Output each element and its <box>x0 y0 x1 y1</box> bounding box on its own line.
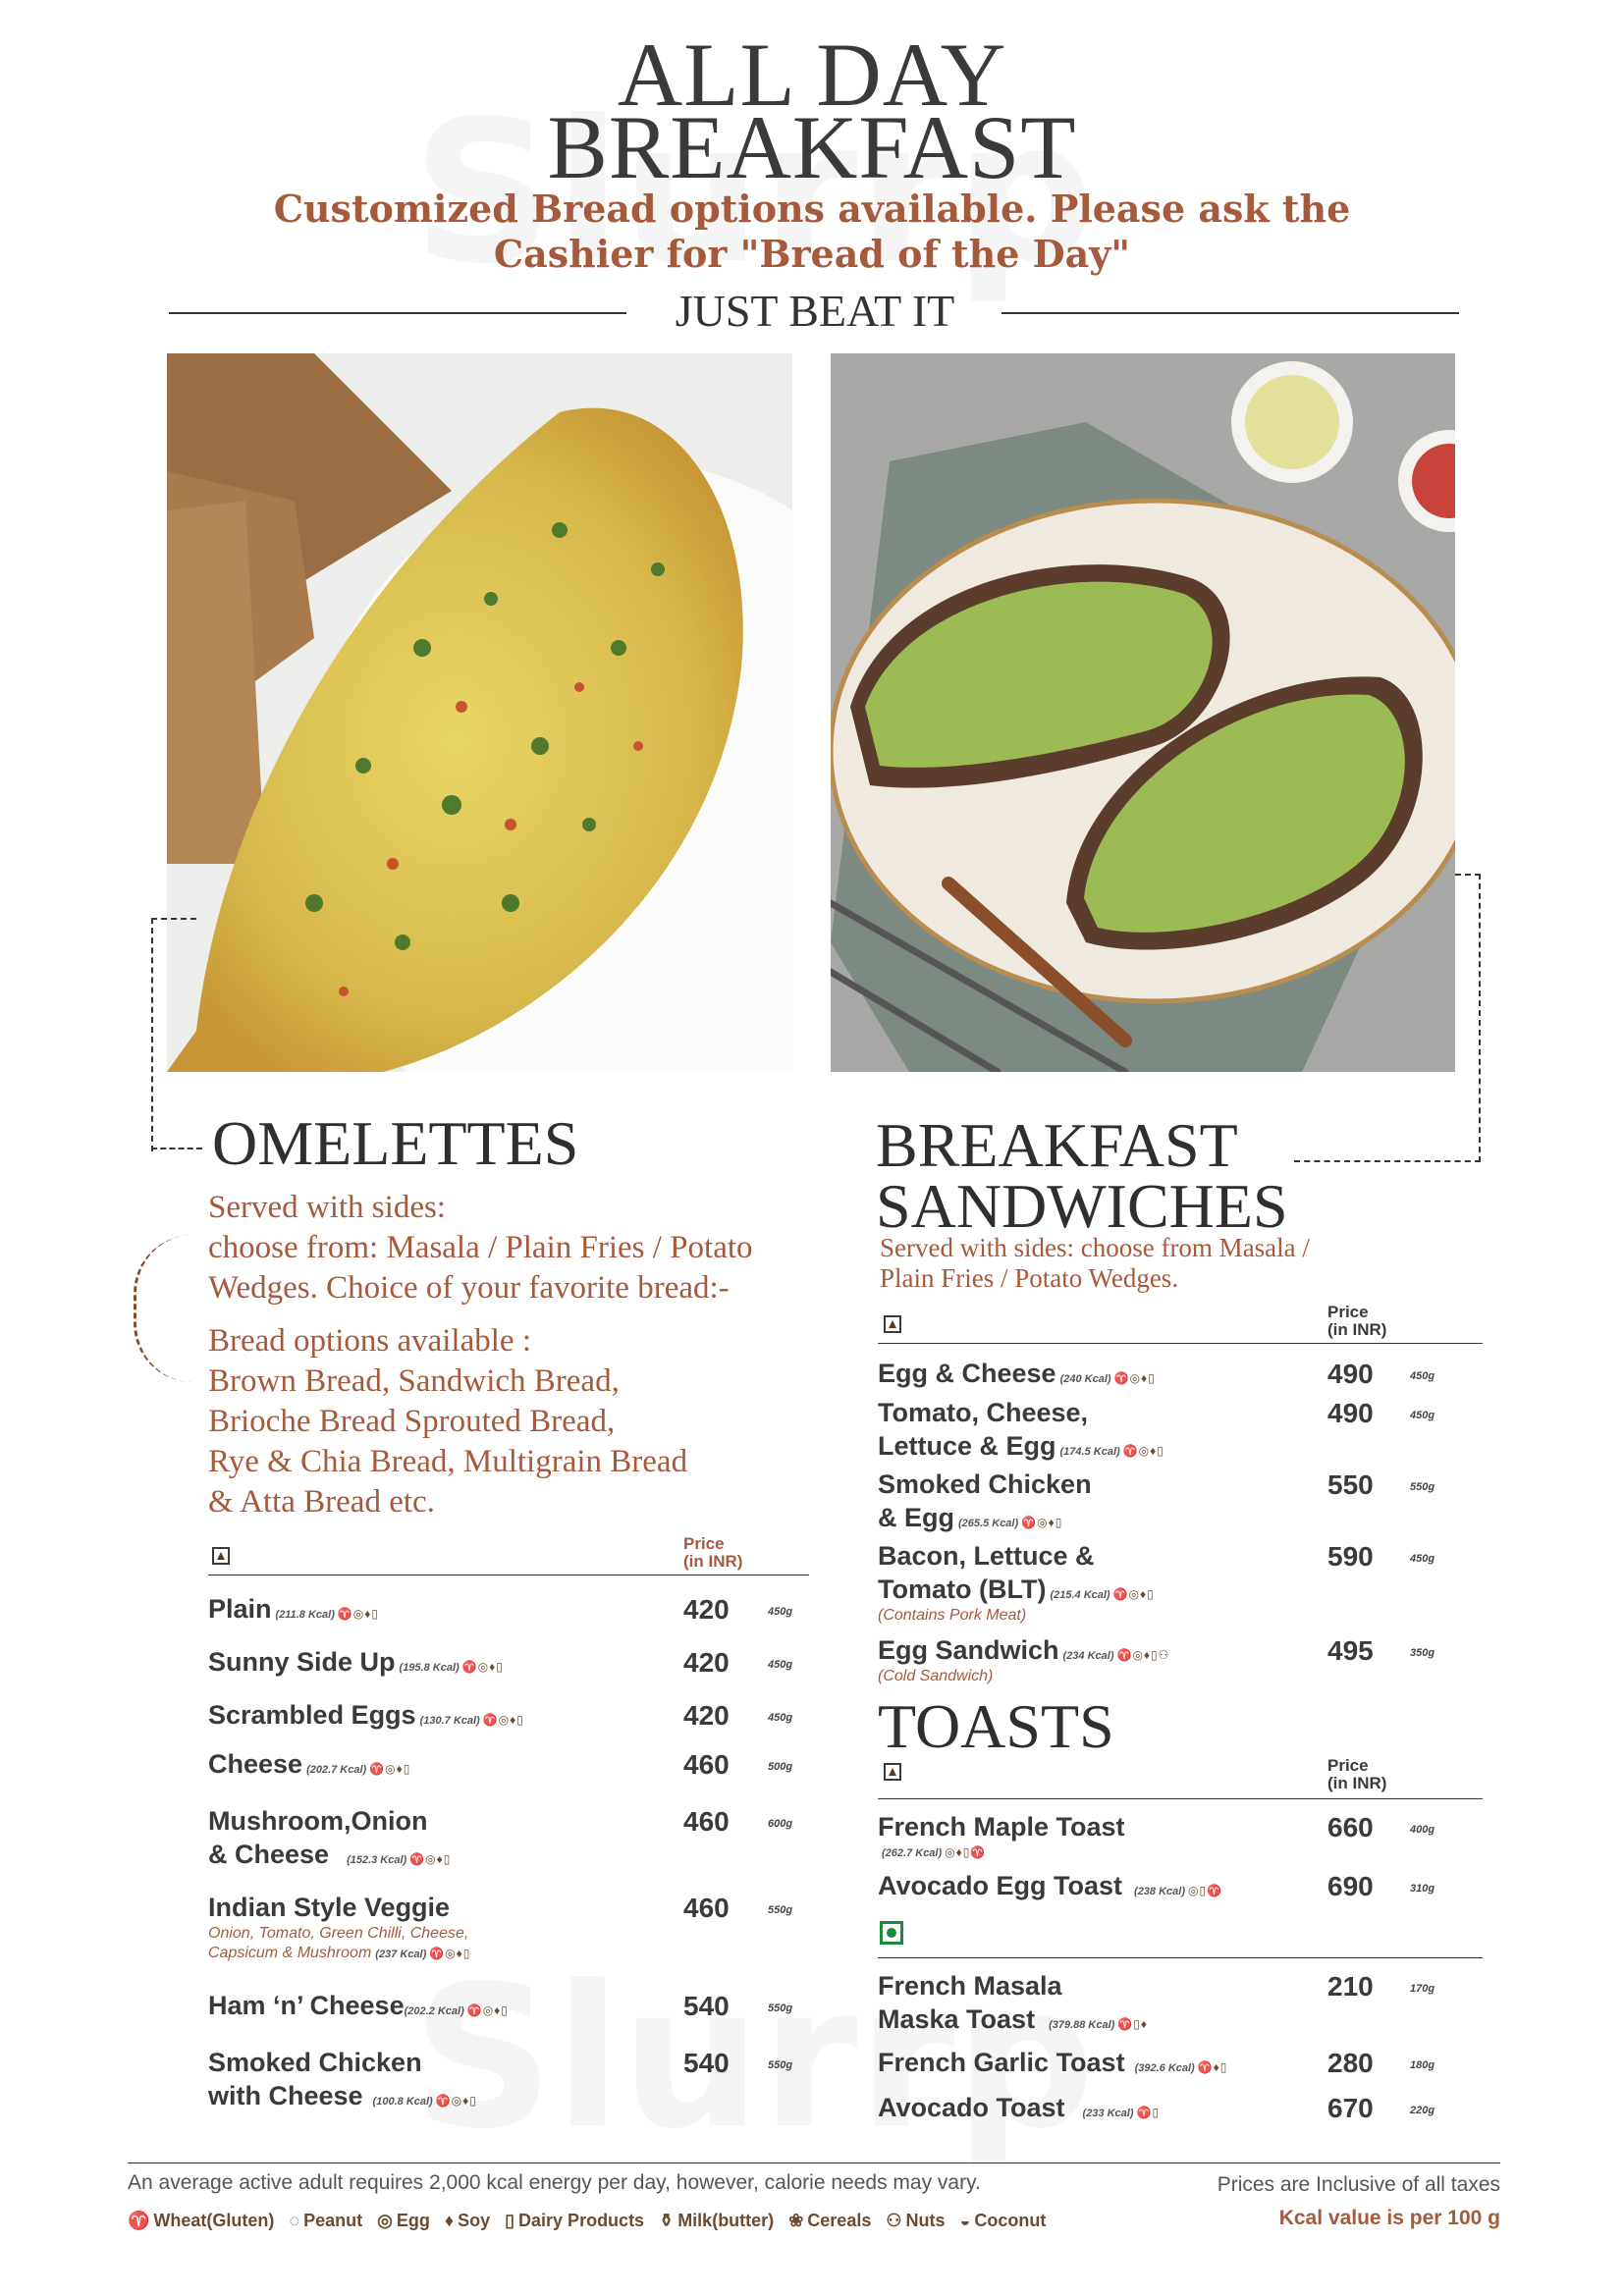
legend-label: Peanut <box>303 2211 363 2230</box>
table-row <box>208 2046 817 2112</box>
item-name: Tomato, Cheese, <box>878 1398 1089 1427</box>
table-row <box>878 1633 1487 1686</box>
nonveg-icon <box>884 1315 901 1333</box>
table-row <box>208 1592 817 1626</box>
page-title-line2: BREAKFAST <box>547 97 1077 197</box>
table-row <box>208 1747 817 1781</box>
item-weight: 450g <box>1410 1410 1435 1421</box>
allergen-icons: ♈◎♦▯ <box>337 1607 379 1621</box>
item-weight: 550g <box>1410 1481 1435 1493</box>
milk-icon: ⚱ <box>659 2211 675 2230</box>
item-price: 280 <box>1327 2048 1374 2078</box>
bread-options-line: Brioche Bread Sprouted Bread, <box>208 1404 616 1439</box>
item-price: 490 <box>1327 1398 1374 1428</box>
item-name-line2: with Cheese <box>208 2081 363 2110</box>
item-subtext: Capsicum & Mushroom <box>208 1945 372 1961</box>
item-name: Indian Style Veggie <box>208 1893 451 1922</box>
toasts-header-rule <box>878 1798 1483 1799</box>
item-kcal: (100.8 Kcal) <box>372 2096 433 2108</box>
sandwiches-title <box>876 1110 1288 1241</box>
item-price: 590 <box>1327 1541 1374 1572</box>
table-row <box>878 1468 1487 1534</box>
item-weight: 450g <box>768 1606 793 1618</box>
item-price: 460 <box>683 1749 730 1780</box>
item-price: 690 <box>1327 1871 1374 1901</box>
allergen-icons: ♈◎♦▯ <box>435 2094 477 2108</box>
item-kcal: (392.6 Kcal) <box>1134 2062 1195 2074</box>
allergen-icons: ♈▯ <box>1136 2106 1161 2119</box>
item-name: Scrambled Eggs <box>208 1700 416 1730</box>
nonveg-icon <box>884 1763 901 1781</box>
item-name: Smoked Chicken <box>878 1469 1092 1499</box>
item-subtext: (Contains Pork Meat) <box>878 1607 1027 1624</box>
item-price: 495 <box>1327 1635 1374 1666</box>
soy-icon: ♦ <box>444 2211 455 2230</box>
item-weight: 220g <box>1410 2105 1435 2116</box>
legend-label: Cereals <box>807 2211 872 2230</box>
dashed-frame-left-bottom <box>151 1148 202 1149</box>
item-name-line2: & Egg <box>878 1503 954 1532</box>
table-row <box>878 1969 1487 2036</box>
item-name: Mushroom,Onion <box>208 1806 428 1836</box>
item-kcal: (379.88 Kcal) <box>1049 2019 1115 2031</box>
table-row <box>878 1810 1487 1861</box>
allergen-legend <box>128 2211 1046 2231</box>
item-kcal: (130.7 Kcal) <box>419 1715 480 1727</box>
allergen-icons: ◎▯♈ <box>1188 1884 1223 1897</box>
toasts-title: TOASTS <box>878 1691 1114 1761</box>
item-name: Avocado Egg Toast <box>878 1871 1123 1900</box>
omelettes-title: OMELETTES <box>212 1108 579 1178</box>
sandwiches-desc-line: Served with sides: choose from Masala / <box>880 1233 1310 1262</box>
energy-note: An average active adult requires 2,000 kcal energy per day, however, calorie needs may vary. <box>128 2171 981 2194</box>
dashed-frame-right <box>1455 874 1481 1162</box>
item-name: Egg Sandwich <box>878 1635 1059 1665</box>
item-name: Sunny Side Up <box>208 1647 396 1677</box>
bread-options-line: & Atta Bread etc. <box>208 1484 435 1520</box>
dairy-icon: ▯ <box>505 2211 515 2230</box>
table-row <box>208 1804 817 1871</box>
item-weight: 350g <box>1410 1647 1435 1659</box>
sandwiches-title-line: BREAKFAST <box>876 1110 1238 1180</box>
legend-label: Dairy Products <box>518 2211 645 2230</box>
item-price: 420 <box>683 1647 730 1678</box>
table-row <box>208 1698 817 1732</box>
item-kcal: (238 Kcal) <box>1134 1886 1186 1897</box>
item-name: French Maple Toast <box>878 1812 1125 1842</box>
item-price: 420 <box>683 1594 730 1625</box>
item-weight: 450g <box>1410 1370 1435 1382</box>
omelette-photo <box>167 353 792 1072</box>
item-name: Egg & Cheese <box>878 1359 1056 1388</box>
legend-label: Egg <box>396 2211 430 2230</box>
item-price: 460 <box>683 1806 730 1837</box>
allergen-icons: ♈♦▯ <box>1197 2060 1228 2074</box>
allergen-icons: ♈◎♦▯ <box>466 2003 509 2017</box>
cereals-icon: ❀ <box>788 2211 804 2230</box>
item-name: French Masala <box>878 1971 1062 2001</box>
nonveg-icon <box>212 1547 230 1565</box>
item-kcal: (211.8 Kcal) <box>275 1609 335 1621</box>
allergen-icons: ♈◎♦▯ <box>429 1947 471 1960</box>
item-name: Avocado Toast <box>878 2093 1065 2122</box>
bread-options-line: Brown Bread, Sandwich Bread, <box>208 1363 620 1399</box>
item-weight: 310g <box>1410 1883 1435 1895</box>
omelettes-price-header <box>683 1535 742 1571</box>
table-row <box>878 1396 1487 1463</box>
price-header-line: (in INR) <box>1327 1320 1387 1339</box>
item-name: Bacon, Lettuce & <box>878 1541 1095 1571</box>
legend-label: Wheat(Gluten) <box>153 2211 275 2230</box>
item-weight: 400g <box>1410 1824 1435 1836</box>
item-price: 540 <box>683 1991 730 2021</box>
item-price: 490 <box>1327 1359 1374 1389</box>
allergen-icons: ♈◎♦▯ <box>369 1762 411 1776</box>
dashed-curve <box>134 1235 195 1382</box>
table-row <box>878 1539 1487 1626</box>
veg-icon <box>880 1921 903 1945</box>
egg-icon: ◎ <box>377 2211 393 2230</box>
kcal-note: Kcal value is per 100 g <box>1278 2207 1500 2229</box>
item-weight: 550g <box>768 2002 793 2014</box>
divider-right <box>1001 312 1459 314</box>
item-kcal: (202.7 Kcal) <box>306 1764 367 1776</box>
legend-label: Coconut <box>974 2211 1047 2230</box>
allergen-icons: ♈◎♦▯ <box>1112 1587 1155 1601</box>
item-weight: 180g <box>1410 2059 1435 2071</box>
allergen-icons: ♈▯♦ <box>1117 2017 1148 2031</box>
price-header-line: Price <box>683 1534 725 1553</box>
nuts-icon: ⚇ <box>886 2211 902 2230</box>
wheat-icon: ♈ <box>128 2211 150 2230</box>
price-header-line: (in INR) <box>683 1552 743 1571</box>
item-price: 420 <box>683 1700 730 1731</box>
legend-label: Milk(butter) <box>677 2211 775 2230</box>
allergen-icons: ◎♦▯♈ <box>945 1845 987 1859</box>
item-price: 660 <box>1327 1812 1374 1842</box>
allergen-icons: ♈◎♦▯ <box>409 1852 452 1866</box>
bread-options <box>208 1321 687 1522</box>
item-kcal: (234 Kcal) <box>1062 1650 1114 1662</box>
item-subtext: Onion, Tomato, Green Chilli, Cheese, <box>208 1925 469 1942</box>
bread-note-line2: Cashier for "Bread of the Day" <box>493 232 1131 276</box>
item-name: Ham ‘n’ Cheese <box>208 1991 405 2020</box>
item-kcal: (240 Kcal) <box>1059 1373 1111 1385</box>
item-kcal: (195.8 Kcal) <box>399 1662 460 1674</box>
item-price: 460 <box>683 1893 730 1923</box>
table-row <box>208 1891 817 1963</box>
item-weight: 550g <box>768 2059 793 2071</box>
dashed-frame-right-bottom <box>1294 1160 1481 1162</box>
taxes-note: Prices are Inclusive of all taxes <box>1217 2173 1500 2196</box>
price-header-line: Price <box>1327 1303 1369 1321</box>
allergen-icons: ♈◎♦▯⚇ <box>1116 1648 1170 1662</box>
item-weight: 450g <box>1410 1553 1435 1565</box>
item-name: Smoked Chicken <box>208 2048 422 2077</box>
item-name-line2: & Cheese <box>208 1840 330 1869</box>
allergen-icons: ♈◎♦▯ <box>1021 1516 1063 1529</box>
sandwiches-price-header <box>1327 1304 1386 1339</box>
table-row <box>878 2091 1487 2124</box>
sandwiches-desc-line: Plain Fries / Potato Wedges. <box>880 1263 1179 1293</box>
item-kcal: (152.3 Kcal) <box>347 1854 407 1866</box>
sandwiches-title-line: SANDWICHES <box>876 1171 1288 1241</box>
tagline: JUST BEAT IT <box>675 286 955 336</box>
item-kcal: (215.4 Kcal) <box>1050 1589 1110 1601</box>
allergen-icons: ♈◎♦▯ <box>1113 1371 1156 1385</box>
table-row <box>878 1869 1487 1902</box>
bread-note-line1: Customized Bread options available. Please ask the <box>273 187 1351 231</box>
item-kcal: (233 Kcal) <box>1082 2108 1134 2119</box>
item-name: Cheese <box>208 1749 303 1779</box>
item-name: Plain <box>208 1594 272 1624</box>
divider-left <box>169 312 626 314</box>
item-price: 550 <box>1327 1469 1374 1500</box>
item-weight: 450g <box>768 1712 793 1724</box>
item-weight: 500g <box>768 1761 793 1773</box>
legend-label: Soy <box>458 2211 491 2230</box>
avocado-toast-photo <box>831 353 1455 1072</box>
table-row <box>208 1989 817 2022</box>
omelettes-description <box>208 1188 753 1308</box>
item-weight: 600g <box>768 1818 793 1830</box>
item-weight: 450g <box>768 1659 793 1671</box>
sandwiches-description <box>880 1233 1310 1294</box>
price-header-line: Price <box>1327 1756 1369 1775</box>
item-kcal: (174.5 Kcal) <box>1059 1446 1120 1458</box>
item-weight: 170g <box>1410 1983 1435 1995</box>
item-name-line2: Tomato (BLT) <box>878 1575 1047 1604</box>
item-name-line2: Maska Toast <box>878 2004 1036 2034</box>
item-name-line2: Lettuce & Egg <box>878 1431 1056 1461</box>
item-kcal: (202.2 Kcal) <box>404 2005 464 2017</box>
item-price: 210 <box>1327 1971 1374 2002</box>
allergen-icons: ♈◎♦▯ <box>1122 1444 1164 1458</box>
sandwiches-header-rule <box>878 1343 1483 1344</box>
item-subtext: (Cold Sandwich) <box>878 1668 994 1684</box>
toasts-price-header <box>1327 1757 1386 1792</box>
bread-options-line: Bread options available : <box>208 1323 531 1359</box>
toasts-veg-rule <box>878 1957 1483 1958</box>
dashed-frame-left <box>151 918 196 1151</box>
page-title-line1: ALL DAY <box>617 25 1007 125</box>
item-kcal: (262.7 Kcal) <box>882 1847 943 1859</box>
table-row <box>208 1645 817 1679</box>
peanut-icon: ◌ <box>289 2211 300 2230</box>
item-kcal: (237 Kcal) <box>375 1949 427 1960</box>
allergen-icons: ♈◎♦▯ <box>461 1660 504 1674</box>
omelettes-desc-line: Wedges. Choice of your favorite bread:- <box>208 1270 730 1306</box>
price-header-line: (in INR) <box>1327 1774 1387 1792</box>
legend-label: Nuts <box>905 2211 946 2230</box>
allergen-icons: ♈◎♦▯ <box>482 1713 524 1727</box>
bread-options-line: Rye & Chia Bread, Multigrain Bread <box>208 1444 688 1479</box>
item-weight: 550g <box>768 1904 793 1916</box>
item-price: 540 <box>683 2048 730 2078</box>
item-name: French Garlic Toast <box>878 2048 1125 2077</box>
omelettes-desc-line: Served with sides: <box>208 1190 446 1225</box>
item-price: 670 <box>1327 2093 1374 2123</box>
table-row <box>878 2046 1487 2079</box>
coconut-icon: ◒ <box>959 2211 971 2230</box>
table-row <box>878 1357 1487 1390</box>
item-kcal: (265.5 Kcal) <box>958 1518 1019 1529</box>
omelettes-desc-line: choose from: Masala / Plain Fries / Potato <box>208 1230 753 1265</box>
